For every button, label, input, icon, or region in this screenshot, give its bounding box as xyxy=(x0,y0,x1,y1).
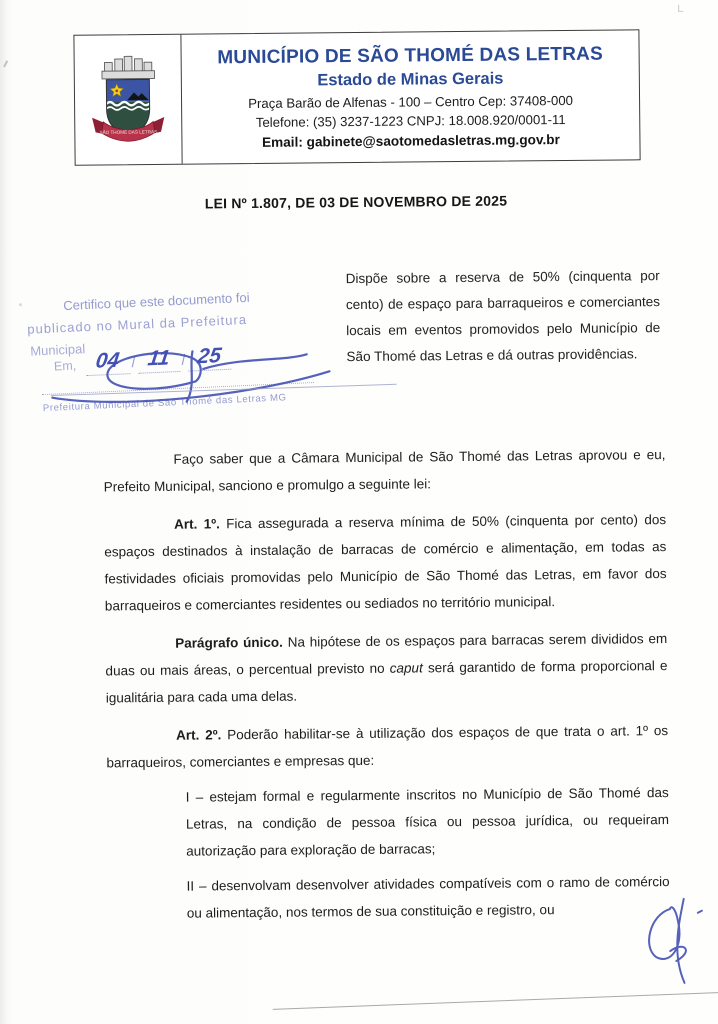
sole-paragraph-text-before: Na hipótese de os espaços para barracas serem divididos em duas ou mais áreas, o percentual previsto no xyxy=(105,631,668,679)
handwritten-month: 11 xyxy=(146,346,171,371)
email-line: Email: gabinete@saotomedasletras.mg.gov.br xyxy=(261,131,560,150)
article-1-text: Fica assegurada a reserva mínima de 50% (cinquenta por cento) dos espaços destinados à instalação de barracas de comércio e alimentação, em todas as festividades oficiais promovidas pelo Município de São Thomé das Letras, em favor dos barraqueiros e comerciantes residentes ou sediados no território municipal. xyxy=(104,512,667,614)
sole-paragraph-text-after: será garantido de forma proporcional e igualitária para cada uma delas. xyxy=(105,658,668,706)
law-title: LEI Nº 1.807, DE 03 DE NOVEMBRO DE 2025 xyxy=(204,192,508,212)
crest-cell xyxy=(74,35,182,165)
stamp-date-label: Em, xyxy=(53,358,77,374)
handwritten-day: 04 xyxy=(94,348,121,373)
handwritten-initial-icon xyxy=(640,895,713,992)
ementa-paragraph: Dispõe sobre a reserva de 50% (cinquenta por cento) de espaço para barraqueiros e comerciantes locais em eventos promovidos pelo Município de São Thomé das Letras e dá outras providências. xyxy=(345,268,661,365)
article-1-paragraph xyxy=(104,506,667,619)
publication-stamp xyxy=(24,283,349,421)
letterhead-box xyxy=(73,29,640,165)
item-I-paragraph: I – estejam formal e regularmente inscritos no Município de São Thomé das Letras, na condição de pessoa física ou pessoa jurídica, ou requeiram autorização para exploração de barracas; xyxy=(185,785,670,859)
article-2-paragraph xyxy=(106,717,668,776)
stamp-line-2: publicado no Mural da Prefeitura xyxy=(26,311,248,337)
law-body xyxy=(103,441,670,927)
state-name: Estado de Minas Gerais xyxy=(317,69,504,90)
phone-cnpj-line: Telefone: (35) 3237-1223 CNPJ: 18.008.920/0001-11 xyxy=(255,112,566,131)
sole-paragraph-label: Parágrafo único. xyxy=(175,634,283,651)
article-2-text: Poderão habilitar-se à utilização dos espaços de que trata o art. 1º os barraqueiros, comerciantes e empresas que: xyxy=(106,723,669,771)
handwritten-year: 25 xyxy=(196,344,223,369)
preamble-paragraph: Faço saber que a Câmara Municipal de São Thomé das Letras aprovou e eu, Prefeito Municipal, sanciono e promulgo a seguinte lei: xyxy=(103,447,666,495)
municipality-name: MUNICÍPIO DE SÃO THOMÉ DAS LETRAS xyxy=(217,43,603,69)
date-separator: / xyxy=(181,351,186,369)
stamp-line-1: Certifico que este documento foi xyxy=(62,289,250,314)
municipal-coat-of-arms-icon xyxy=(85,47,172,152)
address-line: Praça Barão de Alfenas - 100 – Centro Cep: 37408-000 xyxy=(248,92,574,111)
scan-speckle xyxy=(678,5,683,12)
stamp-org-line: Prefeitura Municipal de São Thomé das Letras MG xyxy=(42,382,315,420)
article-2-label: Art. 2º. xyxy=(176,727,222,743)
sole-paragraph xyxy=(105,625,668,711)
scan-speckle xyxy=(19,303,22,306)
letterhead-text xyxy=(181,30,639,163)
crest-ribbon-text: SÃO THOMÉ DAS LETRAS xyxy=(99,128,158,135)
stamp-line-3: Municipal xyxy=(29,341,86,359)
date-separator: / xyxy=(131,353,137,372)
caput-italic: caput xyxy=(389,660,423,676)
item-II-paragraph: II – desenvolvam desenvolver atividades compatíveis com o ramo de comércio ou alimentação, nos termos de sua constituição e registro, ou xyxy=(186,874,670,921)
scan-speckle xyxy=(3,60,8,67)
article-1-label: Art. 1º. xyxy=(174,516,220,532)
scan-artifact-line xyxy=(273,992,718,1010)
